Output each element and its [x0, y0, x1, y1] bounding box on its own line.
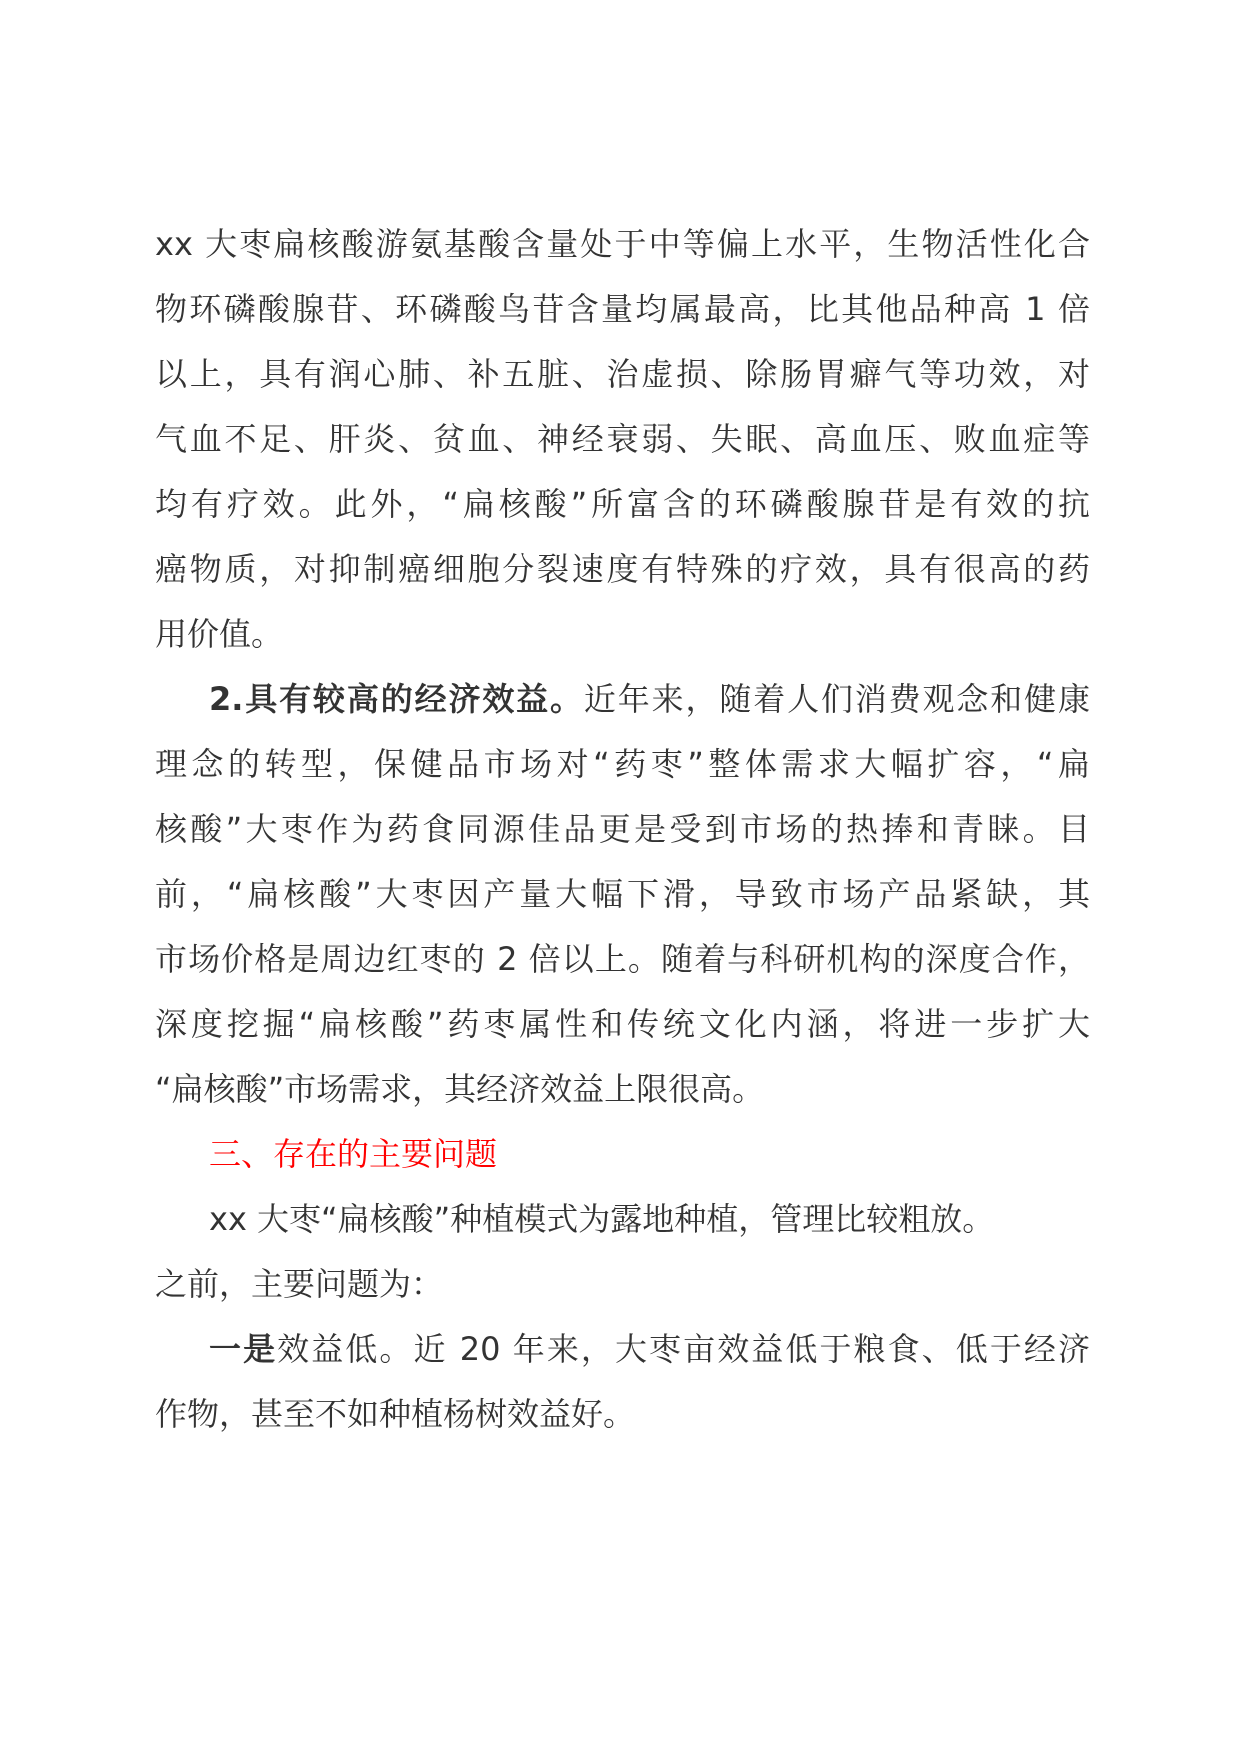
text-line: 前，“扁核酸”大枣因产量大幅下滑，导致市场产品紧缺，其 — [155, 875, 1090, 913]
paragraph-nutrition — [155, 212, 1090, 667]
text-line: 市场价格是周边红枣的 2 倍以上。随着与科研机构的深度合作， — [155, 940, 1090, 978]
text-line: 气血不足、肝炎、贫血、神经衰弱、失眠、高血压、败血症等 — [155, 420, 1090, 458]
text-line: “扁核酸”市场需求，其经济效益上限很高。 — [155, 1070, 765, 1108]
paragraph-low-benefit — [155, 1317, 1090, 1447]
text-line: xx 大枣“扁核酸”种植模式为露地种植，管理比较粗放。 — [209, 1200, 995, 1238]
text-line — [155, 1317, 1090, 1382]
text-line: xx 大枣扁核酸游氨基酸含量处于中等偏上水平，生物活性化合 — [155, 225, 1090, 263]
text-line: 作物，甚至不如种植杨树效益好。 — [155, 1395, 636, 1433]
text-line: 用价值。 — [155, 615, 284, 653]
text-line: 物环磷酸腺苷、环磷酸鸟苷含量均属最高，比其他品种高 1 倍 — [155, 290, 1090, 328]
text-line — [155, 667, 1090, 732]
text-line: 理念的转型，保健品市场对“药枣”整体需求大幅扩容，“扁 — [155, 745, 1090, 783]
document-page — [155, 212, 1090, 1447]
text-line: 均有疗效。此外，“扁核酸”所富含的环磷酸腺苷是有效的抗 — [155, 485, 1090, 523]
text-line: 之前，主要问题为： — [155, 1265, 444, 1303]
text-line: 深度挖掘“扁核酸”药枣属性和传统文化内涵，将进一步扩大 — [155, 1005, 1090, 1043]
lead-rest: 效益低。近 20 年来，大枣亩效益低于粮食、低于经济 — [277, 1330, 1090, 1368]
bold-lead: 一是 — [209, 1330, 278, 1368]
paragraph-economic-benefit — [155, 667, 1090, 1122]
text-line: 癌物质，对抑制癌细胞分裂速度有特殊的疗效，具有很高的药 — [155, 550, 1090, 588]
paragraph-planting-mode — [155, 1187, 1090, 1317]
lead-rest: 近年来，随着人们消费观念和健康 — [583, 680, 1090, 718]
text-line: 核酸”大枣作为药食同源佳品更是受到市场的热捧和青睐。目 — [155, 810, 1090, 848]
text-line: 以上，具有润心肺、补五脏、治虚损、除肠胃癖气等功效，对 — [155, 355, 1090, 393]
bold-lead: 2.具有较高的经济效益。 — [209, 680, 584, 718]
section-heading: 三、存在的主要问题 — [209, 1135, 498, 1173]
